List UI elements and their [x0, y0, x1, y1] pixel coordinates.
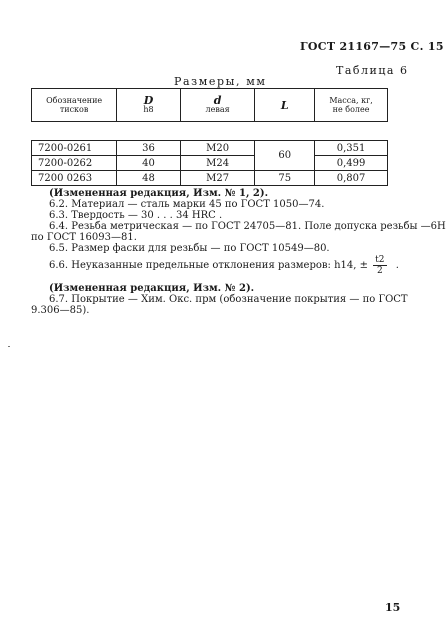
col-d-sub: левая [205, 105, 230, 114]
paragraph-6-4-line2: по ГОСТ 16093—81. [31, 232, 137, 243]
cell-designation: 7200-0261 [32, 141, 117, 156]
col-D-header [117, 89, 181, 122]
col-mass-header [315, 89, 388, 122]
fraction-denominator: 2 [376, 266, 383, 276]
paragraph-6-7-line1: 6.7. Покрытие — Хим. Окс. прм (обозначение покрытия — по ГОСТ [49, 294, 408, 305]
paragraph-6-6 [49, 255, 399, 276]
revision-note-2: (Измененная редакция, Изм. № 2). [49, 283, 255, 294]
cell-d: M27 [180, 171, 255, 186]
col-mass-line2: не более [332, 105, 370, 114]
cell-mass: 0,499 [315, 156, 388, 171]
paragraph-6-6-end: . [395, 260, 399, 271]
col-designation-header: Обозначение тисков [32, 89, 117, 122]
scan-mark [8, 346, 10, 347]
table-row [32, 141, 388, 156]
tolerance-fraction [373, 255, 386, 276]
table-row [32, 156, 388, 171]
cell-D: 36 [117, 141, 181, 156]
fraction-numerator: t2 [375, 255, 385, 265]
cell-D: 40 [117, 156, 181, 171]
col-D-tolerance: h8 [143, 105, 154, 114]
col-d-header [180, 89, 255, 122]
table-spacer-row [32, 122, 388, 141]
table-title: Таблица 6 [336, 64, 409, 77]
paragraph-6-7-line2: 9.306—85). [31, 305, 90, 316]
cell-d: M20 [180, 141, 255, 156]
dimensions-label: Размеры, мм [174, 75, 267, 88]
cell-d: M24 [180, 156, 255, 171]
revision-note-1: (Измененная редакция, Изм. № 1, 2). [49, 188, 269, 199]
paragraph-6-3: 6.3. Твердость — 30 . . . 34 HRC . [49, 210, 223, 221]
page-number: 15 [385, 601, 401, 614]
cell-mass: 0,351 [315, 141, 388, 156]
document-header: ГОСТ 21167—75 С. 15 [300, 40, 444, 53]
table-row [32, 171, 388, 186]
paragraph-6-4-line1: 6.4. Резьба метрическая — по ГОСТ 24705—81. Поле допуска резьбы —6H [49, 221, 446, 232]
cell-mass: 0,807 [315, 171, 388, 186]
cell-designation: 7200 0263 [32, 171, 117, 186]
spec-table [31, 88, 388, 186]
paragraph-6-6-text: 6.6. Неуказанные предельные отклонения размеров: h14, ± [49, 260, 368, 271]
cell-designation: 7200-0262 [32, 156, 117, 171]
col-d-symbol: d [213, 94, 222, 107]
col-mass-line1: Масса, кг, [329, 96, 373, 105]
paragraph-6-2: 6.2. Материал — сталь марки 45 по ГОСТ 1050—74. [49, 199, 325, 210]
cell-L: 60 [255, 141, 315, 171]
cell-D: 48 [117, 171, 181, 186]
col-D-symbol: D [143, 94, 154, 107]
table-header-row [32, 89, 388, 122]
cell-L: 75 [255, 171, 315, 186]
paragraph-6-5: 6.5. Размер фаски для резьбы — по ГОСТ 10549—80. [49, 243, 330, 254]
col-L-header: L [255, 89, 315, 122]
